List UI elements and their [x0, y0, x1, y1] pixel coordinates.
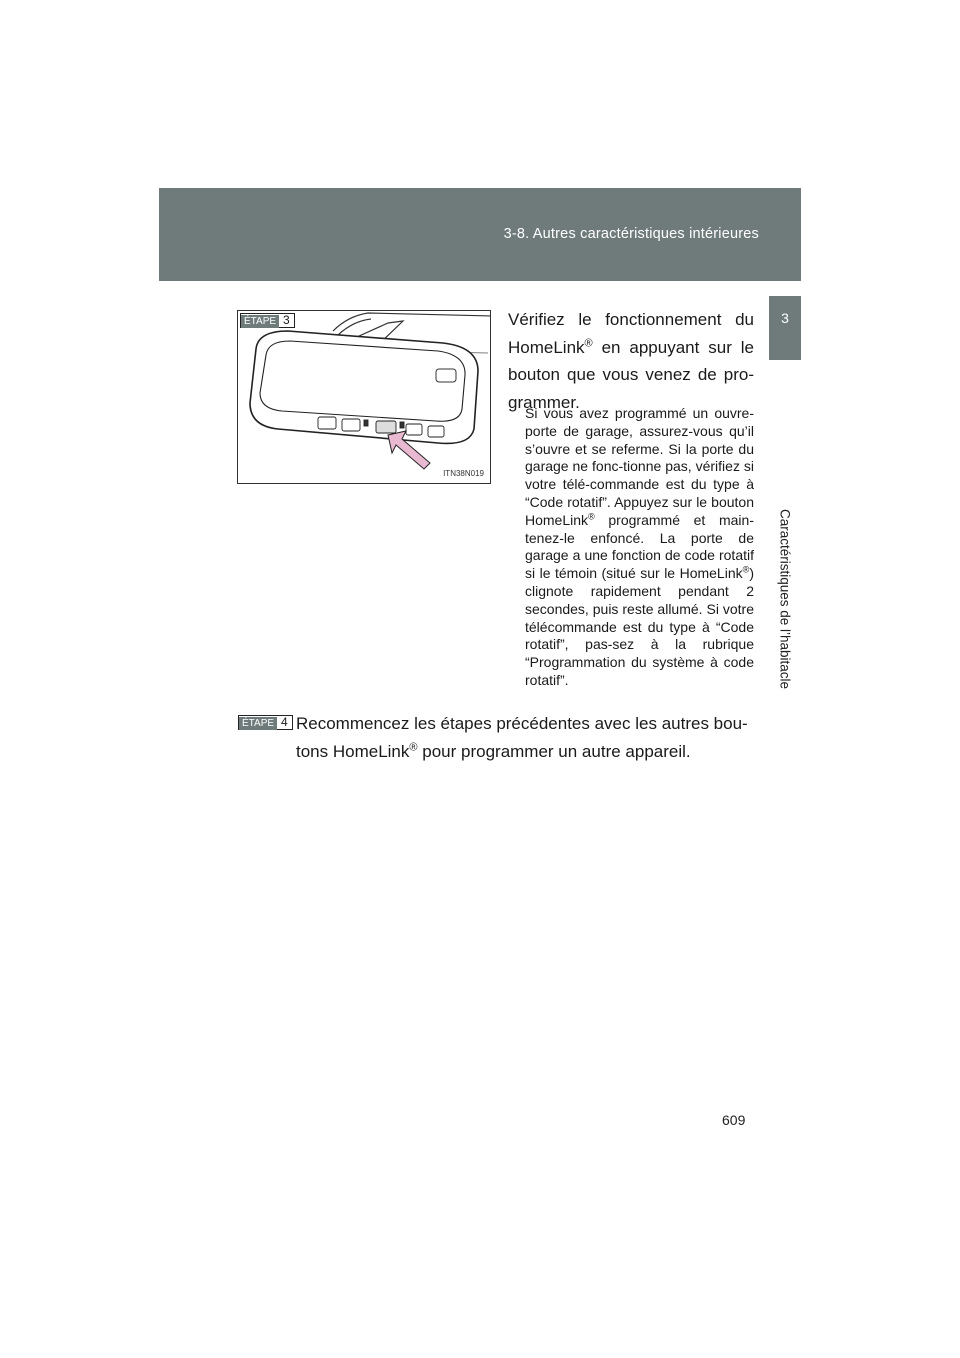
section-header-bar — [159, 188, 801, 281]
chapter-tab — [769, 296, 801, 360]
step-3-text-part2: en appuyant sur le bouton que vous venez de pro-grammer. — [508, 337, 754, 412]
section-title: 3-8. Autres caractéristiques intérieures — [503, 226, 759, 242]
note-part3: ) clignote rapidement pendant 2 secondes, puis reste allumé. Si votre télécommande est du type à “Code rotatif”, pas-sez à la rubrique “Programmation du système à code rotatif”. — [525, 565, 754, 688]
registered-mark: ® — [409, 740, 418, 753]
step-4-line2 — [296, 738, 754, 766]
chapter-number: 3 — [781, 310, 789, 326]
step-4-text-part2: tons HomeLink — [296, 741, 410, 761]
step-badge-number: 3 — [283, 313, 290, 327]
registered-mark: ® — [742, 564, 750, 575]
step-3-note — [525, 405, 754, 690]
step-4-text-part3: pour programmer un autre appareil. — [417, 741, 691, 761]
step-4-text-part1: Recommencez les étapes précédentes avec les autres bou- — [296, 714, 748, 733]
step-badge-label: ÉTAPE — [241, 315, 279, 328]
rearview-mirror-figure — [237, 310, 491, 484]
side-tab-top — [769, 188, 801, 280]
step-badge-label: ÉTAPE — [239, 717, 277, 730]
page-number: 609 — [722, 1112, 746, 1128]
chapter-side-label — [769, 364, 801, 834]
registered-mark: ® — [588, 511, 595, 522]
step-3-text-part1: Vérifiez le fonctionnement du HomeLink — [508, 310, 754, 357]
mirror-illustration — [238, 311, 490, 483]
registered-mark: ® — [584, 336, 593, 349]
figure-code: ITN38N019 — [443, 469, 484, 478]
step-3-badge — [240, 313, 295, 328]
step-3-instruction — [508, 306, 754, 416]
chapter-title: Caractéristiques de l’habitacle — [777, 508, 793, 690]
step-4-badge — [238, 715, 293, 730]
step-4-instruction — [296, 710, 754, 765]
note-part1: Si vous avez programmé un ouvre-porte de garage, assurez-vous qu’il s’ouvre et se referme. Si la porte du garage ne fonc-tionne pas, vérifiez si votre télé-commande est du type à “Code rotatif”. Appuyez sur le bouton HomeLink — [525, 405, 754, 528]
note-part2: programmé et main-tenez-le enfoncé. La porte de garage a une fonction de code rotatif si le témoin (situé sur le HomeLink — [525, 511, 754, 582]
step-badge-number: 4 — [281, 715, 288, 729]
